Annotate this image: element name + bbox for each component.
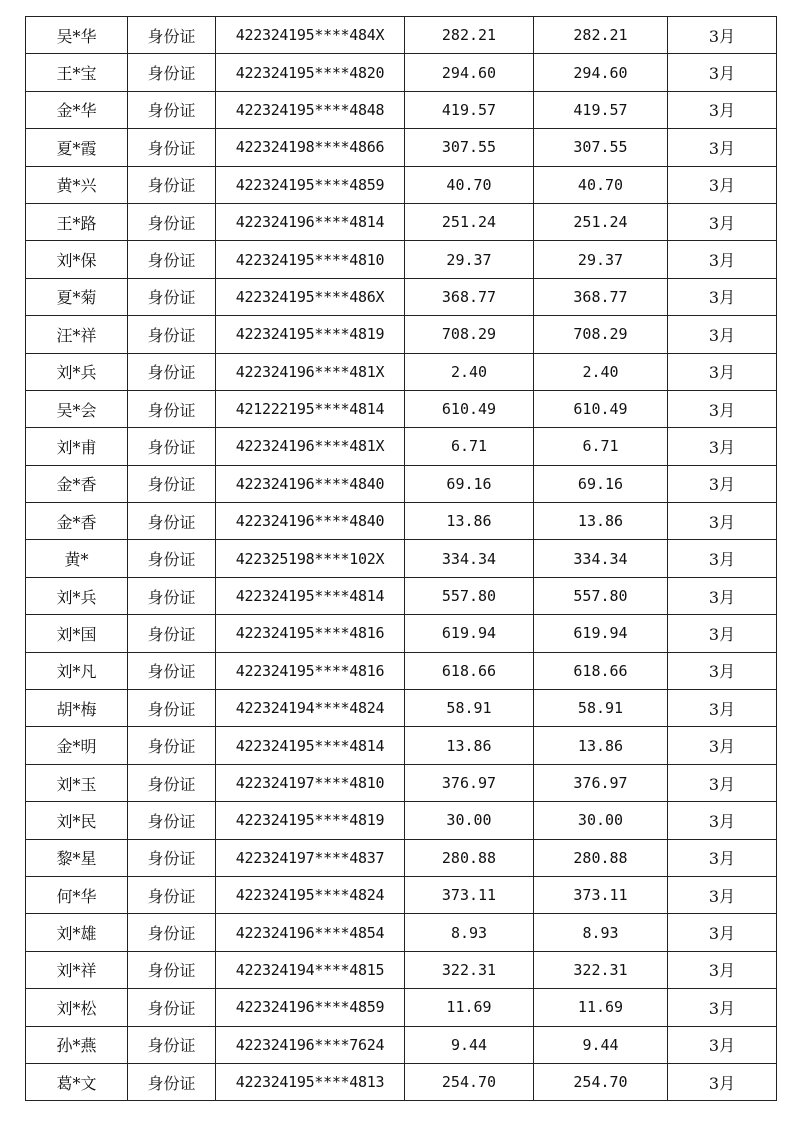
table-row [26, 951, 777, 988]
table-row [26, 577, 777, 614]
id-type-cell: 身份证 [128, 428, 216, 465]
amount-paid-cell: 373.11 [534, 876, 668, 913]
amount-cell: 13.86 [405, 727, 534, 764]
id-type-cell: 身份证 [128, 652, 216, 689]
id-type-cell: 身份证 [128, 241, 216, 278]
name-cell: 夏*霞 [26, 129, 128, 166]
amount-cell: 618.66 [405, 652, 534, 689]
id-type-cell: 身份证 [128, 727, 216, 764]
month-cell: 3月 [668, 428, 777, 465]
name-cell: 黄* [26, 540, 128, 577]
name-cell: 黎*星 [26, 839, 128, 876]
amount-paid-cell: 294.60 [534, 54, 668, 91]
id-number-cell: 422324196****7624 [216, 1026, 405, 1063]
id-type-cell: 身份证 [128, 577, 216, 614]
amount-cell: 610.49 [405, 390, 534, 427]
id-type-cell: 身份证 [128, 17, 216, 54]
table-row [26, 91, 777, 128]
id-number-cell: 422324196****4840 [216, 465, 405, 502]
name-cell: 刘*玉 [26, 764, 128, 801]
amount-paid-cell: 13.86 [534, 727, 668, 764]
name-cell: 刘*兵 [26, 577, 128, 614]
month-cell: 3月 [668, 839, 777, 876]
id-type-cell: 身份证 [128, 503, 216, 540]
id-type-cell: 身份证 [128, 316, 216, 353]
id-number-cell: 422324195****486X [216, 278, 405, 315]
id-type-cell: 身份证 [128, 129, 216, 166]
amount-cell: 708.29 [405, 316, 534, 353]
amount-cell: 58.91 [405, 690, 534, 727]
table-row [26, 615, 777, 652]
name-cell: 刘*凡 [26, 652, 128, 689]
month-cell: 3月 [668, 914, 777, 951]
amount-cell: 368.77 [405, 278, 534, 315]
table-row [26, 17, 777, 54]
table-row [26, 540, 777, 577]
id-type-cell: 身份证 [128, 91, 216, 128]
table-row [26, 1063, 777, 1100]
amount-paid-cell: 282.21 [534, 17, 668, 54]
amount-paid-cell: 251.24 [534, 203, 668, 240]
amount-paid-cell: 610.49 [534, 390, 668, 427]
amount-cell: 2.40 [405, 353, 534, 390]
id-number-cell: 422324195****4820 [216, 54, 405, 91]
amount-cell: 8.93 [405, 914, 534, 951]
id-type-cell: 身份证 [128, 540, 216, 577]
month-cell: 3月 [668, 951, 777, 988]
amount-cell: 294.60 [405, 54, 534, 91]
amount-cell: 6.71 [405, 428, 534, 465]
amount-cell: 376.97 [405, 764, 534, 801]
id-number-cell: 422324195****4819 [216, 316, 405, 353]
id-number-cell: 422324195****4816 [216, 615, 405, 652]
id-type-cell: 身份证 [128, 278, 216, 315]
id-type-cell: 身份证 [128, 876, 216, 913]
id-type-cell: 身份证 [128, 390, 216, 427]
id-type-cell: 身份证 [128, 166, 216, 203]
amount-cell: 322.31 [405, 951, 534, 988]
id-number-cell: 422324195****4816 [216, 652, 405, 689]
name-cell: 金*香 [26, 503, 128, 540]
month-cell: 3月 [668, 203, 777, 240]
id-type-cell: 身份证 [128, 951, 216, 988]
table-row [26, 652, 777, 689]
amount-cell: 30.00 [405, 802, 534, 839]
amount-cell: 40.70 [405, 166, 534, 203]
name-cell: 刘*祥 [26, 951, 128, 988]
amount-paid-cell: 334.34 [534, 540, 668, 577]
amount-cell: 69.16 [405, 465, 534, 502]
name-cell: 孙*燕 [26, 1026, 128, 1063]
amount-paid-cell: 2.40 [534, 353, 668, 390]
amount-cell: 280.88 [405, 839, 534, 876]
id-type-cell: 身份证 [128, 989, 216, 1026]
table-row [26, 727, 777, 764]
amount-cell: 373.11 [405, 876, 534, 913]
month-cell: 3月 [668, 764, 777, 801]
name-cell: 吴*会 [26, 390, 128, 427]
id-type-cell: 身份证 [128, 764, 216, 801]
amount-cell: 254.70 [405, 1063, 534, 1100]
amount-paid-cell: 9.44 [534, 1026, 668, 1063]
table-row [26, 914, 777, 951]
table-row [26, 989, 777, 1026]
table-row [26, 316, 777, 353]
id-number-cell: 422324195****4813 [216, 1063, 405, 1100]
id-type-cell: 身份证 [128, 615, 216, 652]
amount-cell: 29.37 [405, 241, 534, 278]
month-cell: 3月 [668, 690, 777, 727]
id-number-cell: 422324196****481X [216, 428, 405, 465]
table-row [26, 203, 777, 240]
name-cell: 刘*国 [26, 615, 128, 652]
table-row [26, 690, 777, 727]
name-cell: 刘*兵 [26, 353, 128, 390]
table-row [26, 802, 777, 839]
id-number-cell: 422324198****4866 [216, 129, 405, 166]
table-row [26, 876, 777, 913]
id-type-cell: 身份证 [128, 353, 216, 390]
id-type-cell: 身份证 [128, 914, 216, 951]
name-cell: 夏*菊 [26, 278, 128, 315]
id-number-cell: 422324196****4840 [216, 503, 405, 540]
month-cell: 3月 [668, 316, 777, 353]
table-row [26, 428, 777, 465]
amount-cell: 11.69 [405, 989, 534, 1026]
amount-paid-cell: 30.00 [534, 802, 668, 839]
id-type-cell: 身份证 [128, 54, 216, 91]
table-row [26, 54, 777, 91]
table-row [26, 166, 777, 203]
month-cell: 3月 [668, 802, 777, 839]
payment-table [25, 16, 777, 1101]
month-cell: 3月 [668, 17, 777, 54]
amount-paid-cell: 619.94 [534, 615, 668, 652]
id-number-cell: 422324197****4810 [216, 764, 405, 801]
id-type-cell: 身份证 [128, 1026, 216, 1063]
amount-paid-cell: 368.77 [534, 278, 668, 315]
table-row [26, 129, 777, 166]
name-cell: 刘*民 [26, 802, 128, 839]
amount-paid-cell: 40.70 [534, 166, 668, 203]
id-number-cell: 422324195****4848 [216, 91, 405, 128]
amount-paid-cell: 29.37 [534, 241, 668, 278]
id-number-cell: 422324195****4814 [216, 577, 405, 614]
name-cell: 刘*甫 [26, 428, 128, 465]
id-number-cell: 422324195****484X [216, 17, 405, 54]
table-row [26, 465, 777, 502]
name-cell: 葛*文 [26, 1063, 128, 1100]
month-cell: 3月 [668, 652, 777, 689]
id-number-cell: 422324197****4837 [216, 839, 405, 876]
id-number-cell: 422324196****4814 [216, 203, 405, 240]
table-row [26, 764, 777, 801]
amount-paid-cell: 58.91 [534, 690, 668, 727]
id-number-cell: 422325198****102X [216, 540, 405, 577]
month-cell: 3月 [668, 989, 777, 1026]
id-number-cell: 422324195****4810 [216, 241, 405, 278]
amount-paid-cell: 419.57 [534, 91, 668, 128]
id-number-cell: 422324194****4815 [216, 951, 405, 988]
name-cell: 刘*松 [26, 989, 128, 1026]
amount-paid-cell: 69.16 [534, 465, 668, 502]
id-number-cell: 422324196****4854 [216, 914, 405, 951]
name-cell: 汪*祥 [26, 316, 128, 353]
month-cell: 3月 [668, 166, 777, 203]
table-row [26, 241, 777, 278]
id-number-cell: 422324195****4819 [216, 802, 405, 839]
month-cell: 3月 [668, 91, 777, 128]
id-number-cell: 422324195****4859 [216, 166, 405, 203]
table-row [26, 839, 777, 876]
month-cell: 3月 [668, 577, 777, 614]
month-cell: 3月 [668, 129, 777, 166]
month-cell: 3月 [668, 54, 777, 91]
month-cell: 3月 [668, 278, 777, 315]
id-number-cell: 422324195****4814 [216, 727, 405, 764]
amount-cell: 13.86 [405, 503, 534, 540]
month-cell: 3月 [668, 727, 777, 764]
amount-paid-cell: 11.69 [534, 989, 668, 1026]
name-cell: 何*华 [26, 876, 128, 913]
amount-cell: 9.44 [405, 1026, 534, 1063]
id-type-cell: 身份证 [128, 203, 216, 240]
name-cell: 吴*华 [26, 17, 128, 54]
month-cell: 3月 [668, 615, 777, 652]
name-cell: 刘*雄 [26, 914, 128, 951]
amount-paid-cell: 254.70 [534, 1063, 668, 1100]
table-row [26, 390, 777, 427]
id-type-cell: 身份证 [128, 690, 216, 727]
month-cell: 3月 [668, 503, 777, 540]
amount-paid-cell: 6.71 [534, 428, 668, 465]
month-cell: 3月 [668, 353, 777, 390]
amount-cell: 619.94 [405, 615, 534, 652]
amount-paid-cell: 8.93 [534, 914, 668, 951]
table-body [26, 17, 777, 1101]
id-number-cell: 422324194****4824 [216, 690, 405, 727]
amount-cell: 307.55 [405, 129, 534, 166]
name-cell: 金*香 [26, 465, 128, 502]
month-cell: 3月 [668, 241, 777, 278]
id-number-cell: 422324196****481X [216, 353, 405, 390]
table-row [26, 353, 777, 390]
amount-paid-cell: 307.55 [534, 129, 668, 166]
name-cell: 胡*梅 [26, 690, 128, 727]
amount-paid-cell: 557.80 [534, 577, 668, 614]
name-cell: 王*路 [26, 203, 128, 240]
amount-paid-cell: 618.66 [534, 652, 668, 689]
month-cell: 3月 [668, 540, 777, 577]
id-number-cell: 421222195****4814 [216, 390, 405, 427]
amount-paid-cell: 376.97 [534, 764, 668, 801]
id-number-cell: 422324195****4824 [216, 876, 405, 913]
month-cell: 3月 [668, 390, 777, 427]
amount-cell: 419.57 [405, 91, 534, 128]
month-cell: 3月 [668, 465, 777, 502]
name-cell: 刘*保 [26, 241, 128, 278]
table-row [26, 503, 777, 540]
name-cell: 王*宝 [26, 54, 128, 91]
table-row [26, 1026, 777, 1063]
table-row [26, 278, 777, 315]
amount-cell: 282.21 [405, 17, 534, 54]
amount-cell: 251.24 [405, 203, 534, 240]
amount-paid-cell: 280.88 [534, 839, 668, 876]
id-number-cell: 422324196****4859 [216, 989, 405, 1026]
amount-cell: 334.34 [405, 540, 534, 577]
month-cell: 3月 [668, 1026, 777, 1063]
id-type-cell: 身份证 [128, 1063, 216, 1100]
id-type-cell: 身份证 [128, 465, 216, 502]
amount-cell: 557.80 [405, 577, 534, 614]
id-type-cell: 身份证 [128, 839, 216, 876]
month-cell: 3月 [668, 1063, 777, 1100]
name-cell: 金*明 [26, 727, 128, 764]
id-type-cell: 身份证 [128, 802, 216, 839]
name-cell: 黄*兴 [26, 166, 128, 203]
amount-paid-cell: 322.31 [534, 951, 668, 988]
name-cell: 金*华 [26, 91, 128, 128]
amount-paid-cell: 13.86 [534, 503, 668, 540]
month-cell: 3月 [668, 876, 777, 913]
amount-paid-cell: 708.29 [534, 316, 668, 353]
